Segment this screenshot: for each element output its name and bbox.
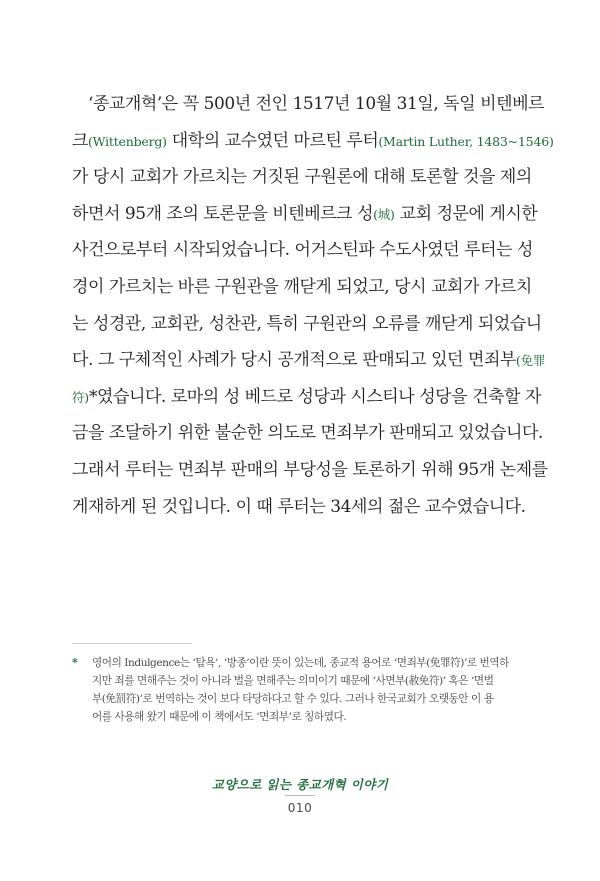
luther-gloss: (Martin Luther, 1483~1546) [378, 133, 554, 149]
body-line [72, 196, 538, 233]
body-line-text: 하면서 95개 조의 토론문을 비텐베르크 성 [72, 203, 374, 224]
footnote-line: 부(免罰符)’로 번역하는 것이 보다 타당하다고 할 수 있다. 그러나 한국교회가 오랫동안 이 용 [92, 693, 494, 705]
body-line-text: ‘종교개혁’은 꼭 500년 전인 1517년 10월 31일, 독일 비텐베르 [88, 94, 545, 114]
body-paragraph [72, 86, 554, 525]
body-line [72, 123, 554, 160]
running-title-rule [285, 795, 315, 796]
page-number: 010 [287, 801, 313, 815]
body-line-text: 가 당시 교회가 가르치는 거짓된 구원론에 대해 토론할 것을 제의 [72, 167, 532, 188]
body-line [72, 159, 532, 196]
body-line [72, 379, 541, 416]
footnote-line: 영어의 Indulgence는 ‘탐욕’, ‘방종’이란 뜻이 있는데, 종교적 용어로 ‘면죄부(免罪符)’로 번역하 [92, 657, 509, 669]
body-line-text: 게재하게 된 것입니다. 이 때 루터는 34세의 젊은 교수였습니다. [72, 496, 526, 517]
body-line [72, 269, 532, 306]
body-line [72, 489, 532, 526]
footnote-line: 지만 죄를 면해주는 것이 아니라 벌을 면해주는 의미이기 때문에 ‘사면부(赦免符)’ 혹은 ‘면벌 [92, 675, 494, 687]
body-line-text: 경이 가르치는 바른 구원관을 깨닫게 되었고, 당시 교회가 가르치 [72, 276, 532, 297]
wittenberg-gloss: (Wittenberg) [87, 133, 167, 149]
body-line-text: 다. 그 구체적인 사례가 당시 공개적으로 판매되고 있던 면죄부 [72, 350, 516, 371]
body-line-text: 대학의 교수였던 마르틴 루터 [166, 130, 379, 151]
footnote-divider [72, 643, 192, 644]
body-line-text: 는 성경관, 교회관, 성찬관, 특히 구원관의 오류를 깨닫게 되었습니 [72, 313, 542, 334]
body-line [72, 452, 548, 489]
indulgence-hanja-gloss: 符) [72, 389, 89, 405]
body-line [72, 306, 542, 343]
body-line-text: 그래서 루터는 면죄부 판매의 부당성을 토론하기 위해 95개 논제를 [72, 459, 548, 480]
body-line-text: 교회 정문에 게시한 [394, 203, 538, 224]
body-line-text: *였습니다. 로마의 성 베드로 성당과 시스티나 성당을 건축할 자 [88, 386, 541, 407]
body-line [72, 86, 545, 123]
running-title: 교양으로 읽는 종교개혁 이야기 [211, 777, 389, 792]
body-line-text: 금을 조달하기 위한 불순한 의도로 면죄부가 판매되고 있었습니다. [72, 423, 543, 444]
footnote-line: 어를 사용해 왔기 때문에 이 책에서도 ‘면죄부’로 칭하였다. [92, 711, 347, 723]
body-line [72, 342, 546, 379]
footnote-marker: * [72, 656, 78, 669]
footnote-text [92, 654, 534, 726]
body-line [72, 415, 543, 452]
indulgence-hanja-gloss: (免罪 [515, 353, 546, 369]
body-line-text: 크 [72, 130, 88, 151]
castle-hanja-gloss: (城) [373, 206, 395, 222]
body-line [72, 232, 532, 269]
body-line-text: 사건으로부터 시작되었습니다. 어거스틴파 수도사였던 루터는 성 [72, 240, 533, 261]
